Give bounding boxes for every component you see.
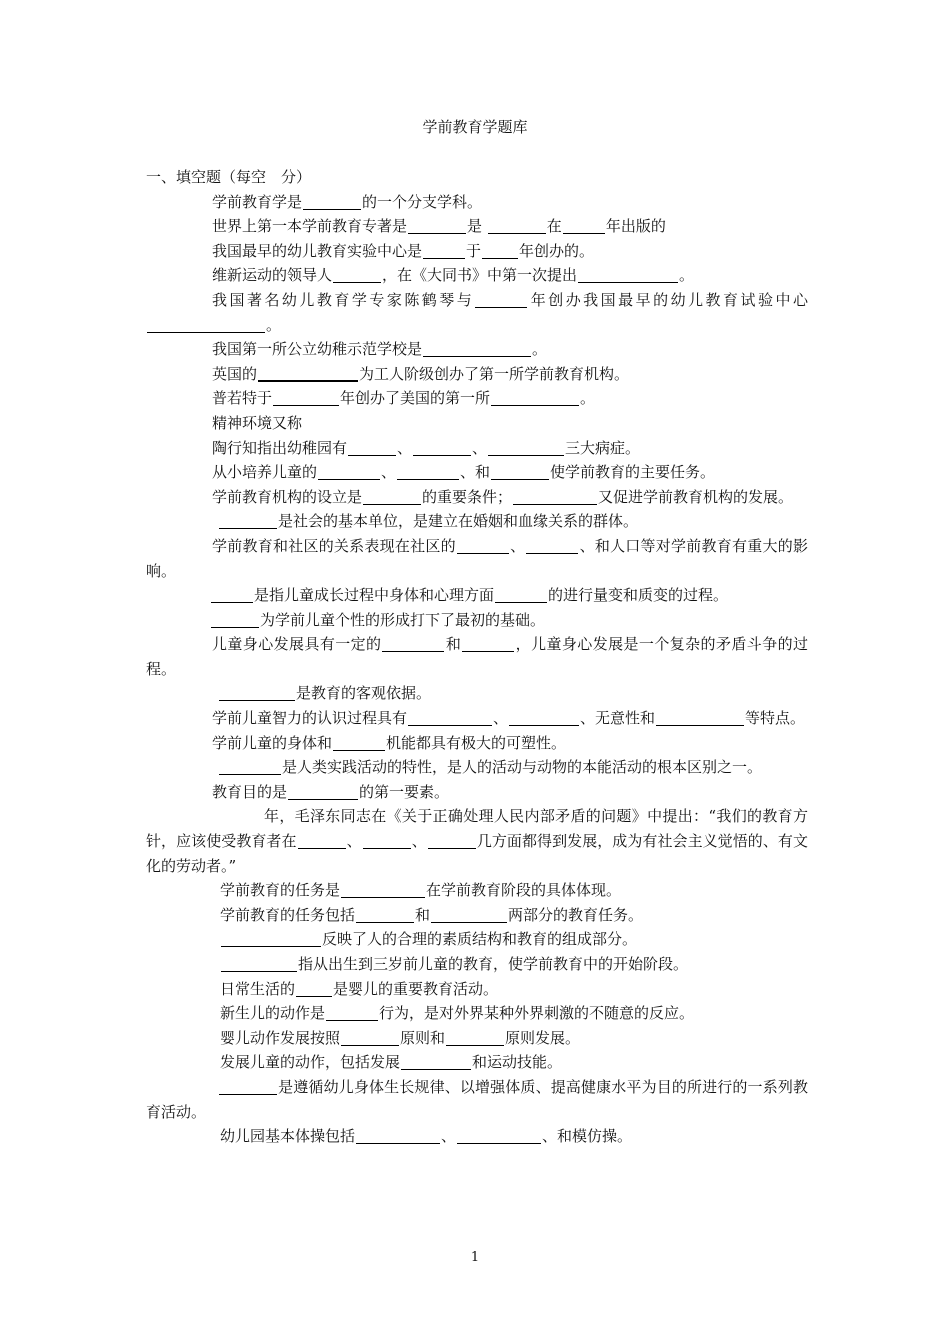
answer-blank[interactable] bbox=[526, 536, 578, 554]
answer-blank[interactable] bbox=[356, 905, 414, 923]
answer-blank[interactable] bbox=[318, 462, 380, 480]
answer-blank[interactable] bbox=[341, 880, 425, 898]
question-4: 维新运动的领导人 ，在《大同书》中第一次提出 。 bbox=[212, 266, 695, 285]
answer-blank[interactable] bbox=[333, 733, 385, 751]
answer-blank[interactable] bbox=[219, 511, 277, 529]
answer-blank[interactable] bbox=[413, 438, 471, 456]
question-26: 反映了人的合理的素质结构和教育的组成部分。 bbox=[146, 927, 808, 952]
answer-blank[interactable] bbox=[326, 1003, 378, 1021]
answer-blank[interactable] bbox=[363, 831, 411, 849]
answer-blank[interactable] bbox=[495, 585, 547, 603]
answer-blank[interactable] bbox=[408, 708, 492, 726]
question-30: 婴儿动作发展按照 原则和 原则发展。 bbox=[220, 1028, 581, 1047]
question-3: 我国最早的幼儿教育实验中心是 于 年创办的。 bbox=[212, 241, 595, 260]
question-27: 指从出生到三岁前儿童的教育，使学前教育中的开始阶段。 bbox=[146, 952, 808, 977]
page-title: 学前教育学题库 bbox=[422, 118, 528, 136]
question-17: 儿童身心发展具有一定的 和 ，儿童身心发展是一个复杂的矛盾斗争的过程。 bbox=[146, 635, 808, 678]
answer-blank[interactable] bbox=[221, 929, 321, 947]
answer-blank[interactable] bbox=[475, 290, 527, 308]
answer-blank[interactable] bbox=[491, 462, 549, 480]
question-9: 精神环境又称 bbox=[212, 413, 303, 432]
question-16: 为学前儿童个性的形成打下了最初的基础。 bbox=[146, 608, 808, 633]
answer-blank[interactable] bbox=[288, 782, 358, 800]
answer-blank[interactable] bbox=[219, 1077, 277, 1095]
answer-blank[interactable] bbox=[462, 634, 514, 652]
question-8: 普若特于 年创办了美国的第一所 。 bbox=[212, 389, 596, 408]
answer-blank[interactable] bbox=[446, 1028, 504, 1046]
answer-blank[interactable] bbox=[488, 216, 546, 234]
answer-blank[interactable] bbox=[219, 757, 281, 775]
answer-blank[interactable] bbox=[423, 339, 531, 357]
answer-blank[interactable] bbox=[219, 683, 295, 701]
answer-blank[interactable] bbox=[356, 1126, 440, 1144]
question-31: 发展儿童的动作，包括发展 和运动技能。 bbox=[220, 1053, 563, 1072]
answer-blank[interactable] bbox=[401, 1052, 471, 1070]
question-28: 日常生活的 是婴儿的重要教育活动。 bbox=[220, 979, 499, 998]
question-2: 世界上第一本学前教育专著是 是 在 年出版的 bbox=[212, 217, 666, 236]
question-21: 是人类实践活动的特性，是人的活动与动物的本能活动的根本区别之一。 bbox=[146, 755, 808, 780]
answer-blank[interactable] bbox=[341, 1028, 399, 1046]
question-20: 学前儿童的身体和 机能都具有极大的可塑性。 bbox=[212, 733, 567, 752]
answer-blank[interactable] bbox=[482, 241, 518, 259]
answer-blank[interactable] bbox=[656, 708, 744, 726]
answer-blank[interactable] bbox=[431, 905, 507, 923]
answer-blank[interactable] bbox=[578, 265, 678, 283]
answer-blank[interactable] bbox=[363, 487, 421, 505]
answer-blank[interactable] bbox=[258, 363, 358, 382]
question-1: 学前教育学是 的一个分支学科。 bbox=[212, 192, 483, 211]
question-23: 年，毛泽东同志在《关于正确处理人民内部矛盾的问题》中提出：“我们的教育方针，应该使受教育者在 、 、 几方面都得到发展，成为有社会主义觉悟的、有文化的劳动者。” bbox=[146, 807, 808, 875]
answer-blank[interactable] bbox=[428, 831, 476, 849]
question-14: 学前教育和社区的关系表现在社区的 、 、和人口等对学前教育有重大的影响。 bbox=[146, 536, 808, 580]
question-33: 幼儿园基本体操包括 、 、和模仿操。 bbox=[220, 1127, 633, 1146]
question-7: 英国的 为工人阶级创办了第一所学前教育机构。 bbox=[212, 364, 630, 383]
question-12: 学前教育机构的设立是 的重要条件； 又促进学前教育机构的发展。 bbox=[212, 487, 794, 506]
question-10: 陶行知指出幼稚园有 、 、 三大病症。 bbox=[212, 438, 641, 457]
question-24: 学前教育的任务是 在学前教育阶段的具体体现。 bbox=[220, 881, 622, 900]
answer-blank[interactable] bbox=[211, 585, 253, 603]
question-18: 是教育的客观依据。 bbox=[146, 681, 808, 706]
answer-blank[interactable] bbox=[298, 831, 346, 849]
answer-blank[interactable] bbox=[333, 265, 381, 283]
question-list bbox=[146, 165, 808, 1149]
question-29: 新生儿的动作是 行为，是对外界某种外界刺激的不随意的反应。 bbox=[220, 1004, 695, 1023]
question-32: 是遵循幼儿身体生长规律、以增强体质、提高健康水平为目的所进行的一系列教育活动。 bbox=[146, 1077, 808, 1121]
answer-blank[interactable] bbox=[491, 388, 579, 406]
answer-blank[interactable] bbox=[348, 438, 396, 456]
question-25: 学前教育的任务包括 和 两部分的教育任务。 bbox=[220, 905, 644, 924]
question-22: 教育目的是 的第一要素。 bbox=[212, 782, 450, 801]
question-11: 从小培养儿童的 、 、和 使学前教育的主要任务。 bbox=[212, 463, 716, 482]
answer-blank[interactable] bbox=[296, 979, 332, 997]
answer-blank[interactable] bbox=[423, 241, 465, 259]
section-heading: 一、填空题（每空 分） bbox=[146, 168, 312, 186]
answer-blank[interactable] bbox=[457, 536, 509, 554]
answer-blank[interactable] bbox=[509, 708, 579, 726]
answer-blank[interactable] bbox=[147, 315, 265, 333]
page-number: 1 bbox=[470, 1250, 480, 1265]
question-13: 是社会的基本单位，是建立在婚姻和血缘关系的群体。 bbox=[146, 509, 808, 534]
answer-blank[interactable] bbox=[513, 487, 597, 505]
question-15: 是指儿童成长过程中身体和心理方面 的进行量变和质变的过程。 bbox=[146, 583, 808, 608]
question-6: 我国第一所公立幼稚示范学校是 。 bbox=[212, 340, 548, 359]
question-5: 我国著名幼儿教育学专家陈鹤琴与 年创办我国最早的幼儿教育试验中心。 bbox=[146, 288, 808, 337]
answer-blank[interactable] bbox=[457, 1126, 541, 1144]
answer-blank[interactable] bbox=[382, 634, 444, 652]
answer-blank[interactable] bbox=[211, 610, 259, 628]
answer-blank[interactable] bbox=[563, 216, 605, 234]
answer-blank[interactable] bbox=[397, 462, 459, 480]
answer-blank[interactable] bbox=[273, 388, 339, 406]
answer-blank[interactable] bbox=[488, 438, 564, 456]
answer-blank[interactable] bbox=[303, 192, 361, 210]
answer-blank[interactable] bbox=[408, 216, 466, 234]
question-19: 学前儿童智力的认识过程具有 、 、无意性和 等特点。 bbox=[212, 709, 806, 728]
answer-blank[interactable] bbox=[221, 954, 297, 972]
